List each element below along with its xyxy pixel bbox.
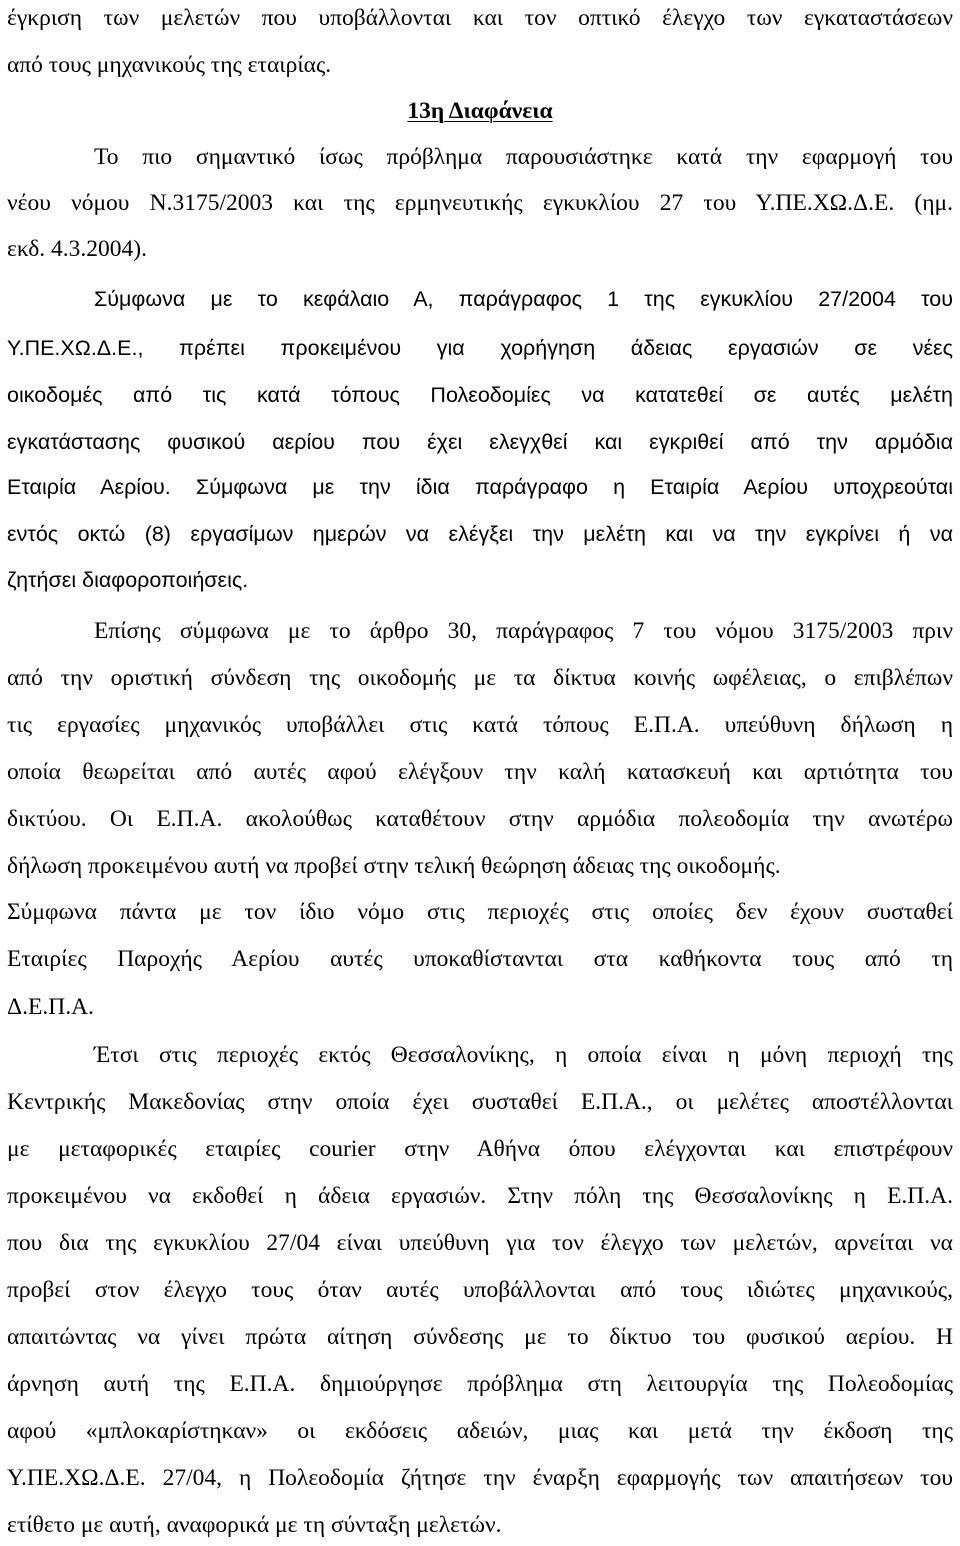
text-line: ετίθετο με αυτή, αναφορικά με τη σύνταξη μελετών.	[7, 1512, 502, 1538]
text-line: προκειμένου να εκδοθεί η άδεια εργασιών. Στην πόλη της Θεσσαλονίκης η Ε.Π.Α.	[7, 1183, 953, 1209]
text-line: οικοδομές από τις κατά τόπους Πολεοδομίες να κατατεθεί σε αυτές μελέτη	[7, 383, 953, 407]
text-line: Δ.Ε.Π.Α.	[7, 994, 94, 1020]
section-heading: 13η Διαφάνεια	[407, 98, 553, 124]
text-line: από τους μηχανικούς της εταιρίας.	[7, 52, 332, 78]
text-line: που δια της εγκυκλίου 27/04 είναι υπεύθυνη για τον έλεγχο των μελετών, αρνείται να	[7, 1230, 953, 1256]
text-line: Επίσης σύμφωνα με το άρθρο 30, παράγραφος 7 του νόμου 3175/2003 πριν	[94, 618, 953, 644]
text-line: δικτύου. Οι Ε.Π.Α. ακολούθως καταθέτουν στην αρμόδια πολεοδομία την ανωτέρω	[7, 806, 953, 832]
text-line: τις εργασίες μηχανικός υποβάλλει στις κατά τόπους Ε.Π.Α. υπεύθυνη δήλωση η	[7, 712, 953, 738]
text-line: εντός οκτώ (8) εργασίμων ημερών να ελέγξει την μελέτη και να την εγκρίνει ή να	[7, 522, 953, 546]
text-line: Κεντρικής Μακεδονίας στην οποία έχει συσταθεί Ε.Π.Α., οι μελέτες αποστέλλονται	[7, 1089, 953, 1115]
text-line: Το πιο σημαντικό ίσως πρόβλημα παρουσιάστηκε κατά την εφαρμογή του	[94, 144, 953, 170]
text-line: εκδ. 4.3.2004).	[7, 236, 147, 262]
text-line: ζητήσει διαφοροποιήσεις.	[7, 568, 249, 592]
text-line: άρνηση αυτή της Ε.Π.Α. δημιούργησε πρόβλημα στη λειτουργία της Πολεοδομίας	[7, 1371, 953, 1397]
text-line: Σύμφωνα πάντα με τον ίδιο νόμο στις περιοχές στις οποίες δεν έχουν συσταθεί	[7, 899, 953, 925]
text-line: από την οριστική σύνδεση της οικοδομής με τα δίκτυα κοινής ωφέλειας, ο επιβλέπων	[7, 665, 953, 691]
text-line: εγκατάστασης φυσικού αερίου που έχει ελεγχθεί και εγκριθεί από την αρμόδια	[7, 430, 953, 454]
text-line: Εταιρία Αερίου. Σύμφωνα με την ίδια παράγραφο η Εταιρία Αερίου υποχρεούται	[7, 475, 953, 499]
text-line: νέου νόμου Ν.3175/2003 και της ερμηνευτικής εγκυκλίου 27 του Υ.ΠΕ.ΧΩ.Δ.Ε. (ημ.	[7, 190, 953, 216]
text-line: οποία θεωρείται από αυτές αφού ελέγξουν την καλή κατασκευή και αρτιότητα του	[7, 759, 953, 785]
text-line: απαιτώντας να γίνει πρώτα αίτηση σύνδεσης με το δίκτυο του φυσικού αερίου. Η	[7, 1324, 953, 1350]
text-line: Έτσι στις περιοχές εκτός Θεσσαλονίκης, η οποία είναι η μόνη περιοχή της	[94, 1042, 953, 1068]
text-line: αφού «μπλοκαρίστηκαν» οι εκδόσεις αδειών, μιας και μετά την έκδοση της	[7, 1418, 953, 1444]
text-line: Σύμφωνα με το κεφάλαιο Α, παράγραφος 1 της εγκυκλίου 27/2004 του	[94, 287, 953, 311]
text-line: Εταιρίες Παροχής Αερίου αυτές υποκαθίστανται στα καθήκοντα τους από τη	[7, 946, 953, 972]
text-line: Υ.ΠΕ.ΧΩ.Δ.Ε., πρέπει προκειμένου για χορήγηση άδειας εργασιών σε νέες	[7, 336, 953, 360]
text-line: Υ.ΠΕ.ΧΩ.Δ.Ε. 27/04, η Πολεοδομία ζήτησε την έναρξη εφαρμογής των απαιτήσεων του	[7, 1465, 953, 1491]
text-line: δήλωση προκειμένου αυτή να προβεί στην τελική θεώρηση άδειας της οικοδομής.	[7, 853, 781, 879]
text-line: έγκριση των μελετών που υποβάλλονται και τον οπτικό έλεγχο των εγκαταστάσεων	[7, 5, 953, 31]
text-line: προβεί στον έλεγχο τους όταν αυτές υποβάλλονται από τους ιδιώτες μηχανικούς,	[7, 1277, 953, 1303]
text-line: με μεταφορικές εταιρίες courier στην Αθήνα όπου ελέγχονται και επιστρέφουν	[7, 1136, 953, 1162]
